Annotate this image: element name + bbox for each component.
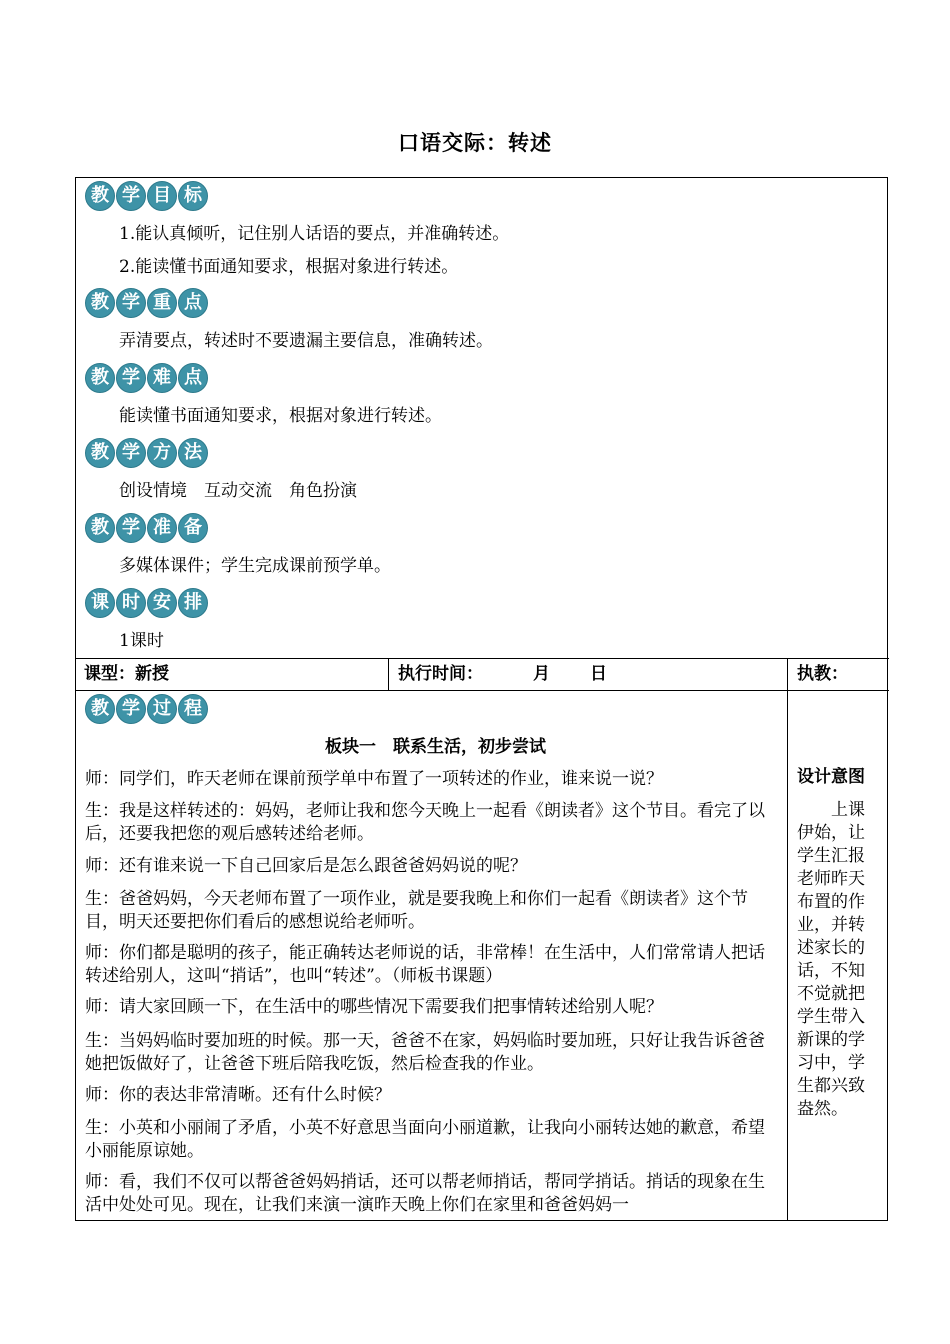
cell-divider [388, 658, 389, 690]
goal-item: 2.能读懂书面通知要求，根据对象进行转述。 [119, 257, 459, 277]
keypoint-badge: 教 学 重 点 [85, 288, 209, 318]
method-text: 创设情境 互动交流 角色扮演 [119, 481, 357, 501]
time-day: 日 [590, 664, 607, 684]
time-label: 执行时间： [398, 664, 483, 684]
dialogue-paragraph: 师：看，我们不仅可以帮爸爸妈妈捎话，还可以帮老师捎话，帮同学捎话。捎话的现象在生活中处处可见。现在，让我们来演一演昨天晚上你们在家里和爸爸妈妈一 [85, 1172, 765, 1215]
dialogue-paragraph: 生：当妈妈临时要加班的时候。那一天，爸爸不在家，妈妈临时要加班，只好让我告诉爸爸她把饭做好了，让爸爸下班后陪我吃饭，然后检查我的作业。 [85, 1031, 765, 1074]
design-intent-title: 设计意图 [797, 767, 865, 787]
page-title: 口语交际：转述 [398, 130, 552, 155]
dialogue-paragraph: 师：你的表达非常清晰。还有什么时候？ [85, 1085, 391, 1105]
dialogue-paragraph: 生：小英和小丽闹了矛盾，小英不好意思当面向小丽道歉，让我向小丽转达她的歉意，希望小丽能原谅她。 [85, 1118, 765, 1161]
schedule-badge: 课 时 安 排 [85, 588, 209, 618]
difficulty-badge: 教 学 难 点 [85, 363, 209, 393]
table-divider [75, 690, 889, 691]
prep-text: 多媒体课件；学生完成课前预学单。 [119, 556, 391, 576]
goals-badge: 教 学 目 标 [85, 181, 209, 211]
dialogue-paragraph: 生：爸爸妈妈，今天老师布置了一项作业，就是要我晚上和你们一起看《朗读者》这个节目，明天还要把你们看后的感想说给老师听。 [85, 889, 748, 932]
dialogue-paragraph: 师：同学们，昨天老师在课前预学单中布置了一项转述的作业，谁来说一说？ [85, 769, 663, 789]
dialogue-paragraph: 生：我是这样转述的：妈妈，老师让我和您今天晚上一起看《朗读者》这个节目。看完了以后，还要我把您的观后感转述给老师。 [85, 801, 765, 844]
process-badge: 教 学 过 程 [85, 694, 209, 724]
keypoint-text: 弄清要点，转述时不要遗漏主要信息，准确转述。 [119, 331, 493, 351]
table-divider [75, 658, 889, 659]
dialogue-paragraph: 师：你们都是聪明的孩子，能正确转达老师说的话，非常棒！在生活中，人们常常请人把话转述给别人，这叫“捎话”，也叫“转述”。（师板书课题） [85, 943, 765, 986]
prep-badge: 教 学 准 备 [85, 513, 209, 543]
lesson-type: 课型：新授 [84, 664, 169, 684]
goal-item: 1.能认真倾听，记住别人话语的要点，并准确转述。 [119, 224, 510, 244]
design-intent-text: 上课伊始，让学生汇报老师昨天布置的作业，并转述家长的话，不知不觉就把学生带入新课的学习中，学生都兴致盎然。 [797, 800, 865, 1119]
method-badge: 教 学 方 法 [85, 438, 209, 468]
block-title: 板块一 联系生活，初步尝试 [325, 737, 546, 757]
cell-divider [787, 658, 788, 1221]
time-month: 月 [533, 664, 550, 684]
schedule-text: 1课时 [119, 631, 164, 651]
difficulty-text: 能读懂书面通知要求，根据对象进行转述。 [119, 406, 442, 426]
dialogue-paragraph: 师：还有谁来说一下自己回家后是怎么跟爸爸妈妈说的呢？ [85, 856, 527, 876]
dialogue-paragraph: 师：请大家回顾一下，在生活中的哪些情况下需要我们把事情转述给别人呢？ [85, 997, 663, 1017]
teacher-label: 执教： [797, 664, 848, 684]
